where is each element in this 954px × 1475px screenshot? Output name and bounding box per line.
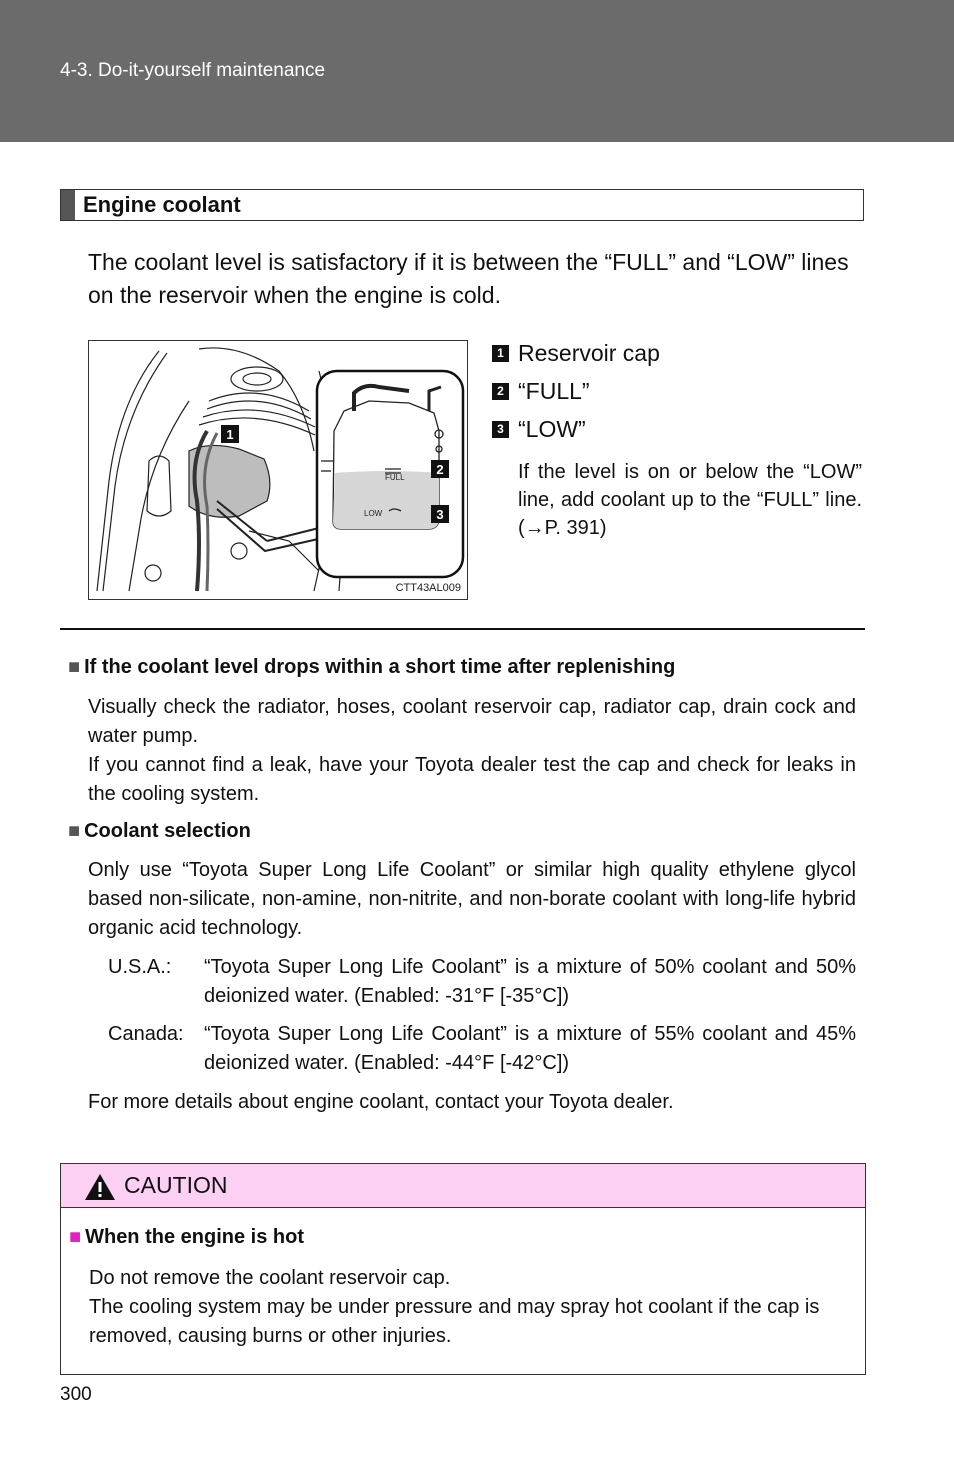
section-divider [60, 628, 865, 630]
region-canada [108, 1020, 856, 1078]
svg-text:3: 3 [436, 507, 444, 522]
intro-text: The coolant level is satisfactory if it is between the “FULL” and “LOW” lines on the reservoir when the engine is cold. [88, 249, 849, 308]
paragraph: Do not remove the coolant reservoir cap. [89, 1267, 451, 1289]
legend-number: 2 [492, 383, 509, 400]
legend-item-full [492, 372, 862, 410]
caution-heading [69, 1226, 304, 1249]
square-bullet-icon: ■ [69, 1226, 82, 1248]
section-title-bar [61, 190, 75, 220]
note-heading-text: If the coolant level drops within a short time after replenishing [84, 656, 676, 678]
full-mark-label: FULL [385, 473, 405, 482]
note-heading-text: Coolant selection [84, 820, 251, 842]
page-number: 300 [60, 1384, 92, 1405]
page-header [0, 0, 954, 142]
caution-title: CAUTION [124, 1172, 228, 1198]
callout-2 [431, 460, 449, 478]
region-text: “Toyota Super Long Life Coolant” is a mixture of 50% coolant and 50% deionized water. (Enabled: -31°F [-35°C]) [204, 956, 856, 1007]
caution-heading-text: When the engine is hot [85, 1226, 304, 1248]
legend-item-low [492, 410, 862, 448]
legend-note: If the level is on or below the “LOW” line, add coolant up to the “FULL” line. (→P. 391) [518, 461, 862, 539]
square-bullet-icon: ■ [68, 656, 81, 678]
paragraph: The cooling system may be under pressure and may spray hot coolant if the cap is removed, causing burns or other injuries. [89, 1296, 820, 1347]
caution-body [89, 1264, 859, 1351]
note-heading-coolant-drop [68, 656, 675, 679]
section-title: Engine coolant [83, 192, 241, 217]
square-bullet-icon: ■ [68, 820, 81, 842]
legend-number: 1 [492, 345, 509, 362]
note-body-coolant-selection [88, 856, 856, 943]
callout-3 [431, 505, 449, 523]
warning-triangle-icon [83, 1172, 117, 1202]
section-title-box [60, 189, 864, 221]
callout-1 [221, 425, 239, 443]
region-text: “Toyota Super Long Life Coolant” is a mixture of 55% coolant and 45% deionized water. (Enabled: -44°F [-42°C]) [204, 1023, 856, 1074]
figure-legend [492, 334, 862, 542]
caution-header [61, 1164, 865, 1208]
paragraph: Only use “Toyota Super Long Life Coolant” or similar high quality ethylene glycol based non-silicate, non-amine, non-nitrite, and non-borate coolant with long-life hybrid organic acid technology. [88, 859, 856, 939]
region-usa [108, 953, 856, 1011]
note-body-coolant-drop [88, 693, 856, 809]
paragraph: If you cannot find a leak, have your Toyota dealer test the cap and check for leaks in the cooling system. [88, 754, 856, 805]
svg-text:2: 2 [436, 462, 444, 477]
svg-text:1: 1 [226, 427, 234, 442]
caution-box [60, 1163, 866, 1375]
note-heading-coolant-selection [68, 820, 251, 843]
reservoir-illustration [88, 340, 468, 600]
legend-label: “LOW” [518, 415, 586, 442]
engine-bay-drawing [89, 341, 467, 599]
legend-label: Reservoir cap [518, 339, 660, 366]
low-mark-label: LOW [364, 509, 383, 518]
paragraph: Visually check the radiator, hoses, coolant reservoir cap, radiator cap, drain cock and water pump. [88, 696, 856, 747]
legend-label: “FULL” [518, 377, 590, 404]
dealer-note: For more details about engine coolant, contact your Toyota dealer. [88, 1091, 674, 1113]
legend-number: 3 [492, 421, 509, 438]
region-label: Canada: [108, 1023, 184, 1045]
figure-code: CTT43AL009 [395, 582, 461, 594]
region-label: U.S.A.: [108, 956, 172, 978]
legend-item-reservoir-cap [492, 334, 862, 372]
breadcrumb: 4-3. Do-it-yourself maintenance [60, 60, 326, 81]
